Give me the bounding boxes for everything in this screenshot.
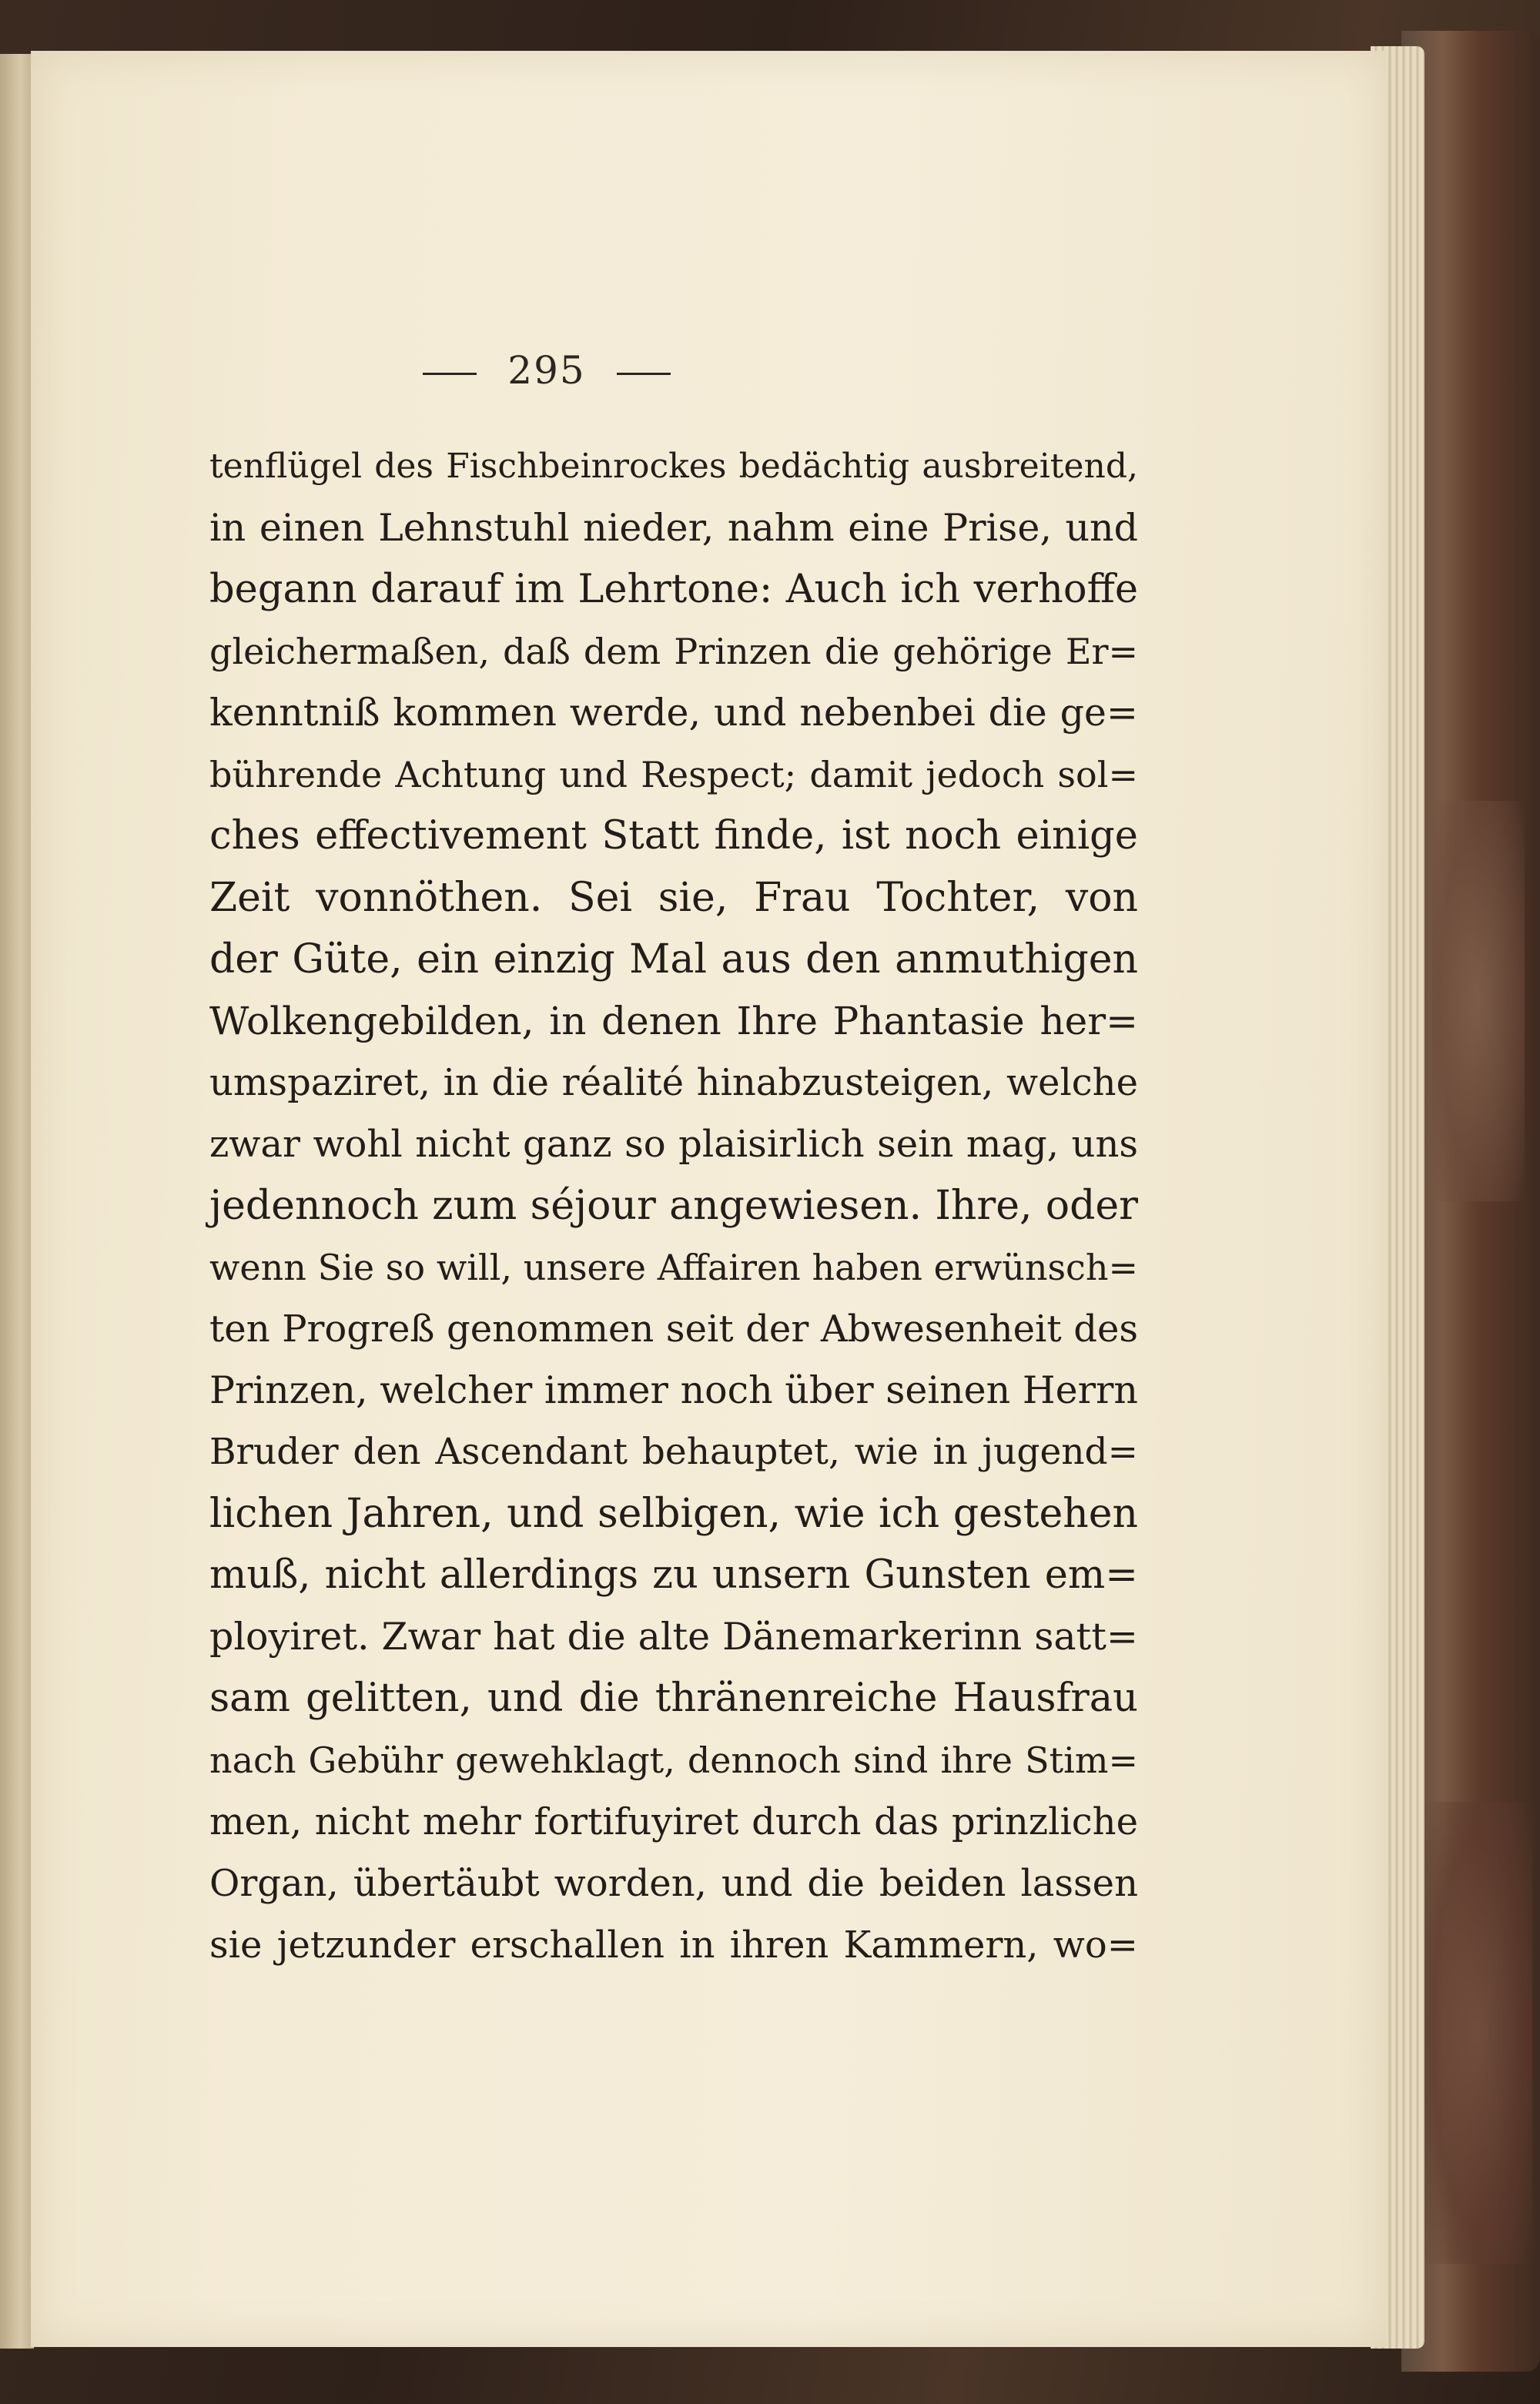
cover-wear-spot — [1424, 1802, 1532, 2264]
text-line: Organ, übertäubt worden, und die beiden lassen — [209, 1862, 1138, 1905]
text-line: jedennoch zum séjour angewiesen. Ihre, oder — [209, 1183, 1138, 1229]
text-line: Prinzen, welcher immer noch über seinen Herrn — [209, 1368, 1138, 1412]
text-line: kenntniß kommen werde, und nebenbei die ge= — [209, 691, 1138, 735]
text-line: men, nicht mehr fortifuyiret durch das prinzliche — [209, 1800, 1138, 1843]
body-text — [209, 436, 1138, 1976]
text-line: Bruder den Ascendant behauptet, wie in jugend= — [209, 1431, 1138, 1473]
text-line: Wolkengebilden, in denen Ihre Phantasie her= — [209, 999, 1138, 1043]
text-line: muß, nicht allerdings zu unsern Gunsten em= — [209, 1552, 1138, 1598]
text-line: lichen Jahren, und selbigen, wie ich gestehen — [209, 1491, 1138, 1537]
dash-right — [617, 373, 671, 375]
text-line: sie jetzunder erschallen in ihren Kammern, wo= — [209, 1924, 1138, 1967]
text-line: ten Progreß genommen seit der Abwesenheit des — [209, 1307, 1138, 1351]
text-line: ches effectivement Statt finde, ist noch einige — [209, 813, 1138, 859]
text-line: sam gelitten, und die thränenreiche Hausfrau — [209, 1676, 1138, 1721]
text-line: umspaziret, in die réalité hinabzusteigen, welche — [209, 1061, 1138, 1104]
dash-left — [423, 373, 477, 375]
text-line: bührende Achtung und Respect; damit jedoch sol= — [209, 754, 1138, 795]
text-line: Zeit vonnöthen. Sei sie, Frau Tochter, von — [209, 875, 1138, 921]
page-number-header — [0, 348, 1224, 393]
page-number: 295 — [507, 348, 586, 393]
text-line: wenn Sie so will, unsere Affairen haben erwünsch= — [209, 1247, 1138, 1288]
text-line: in einen Lehnstuhl nieder, nahm eine Prise, und — [209, 506, 1138, 550]
text-line: zwar wohl nicht ganz so plaisirlich sein mag, uns — [209, 1123, 1138, 1166]
text-line: nach Gebühr gewehklagt, dennoch sind ihre Stim= — [209, 1739, 1138, 1781]
text-line: gleichermaßen, daß dem Prinzen die gehörige Er= — [209, 631, 1138, 672]
text-line: ployiret. Zwar hat die alte Dänemarkerinn satt= — [209, 1615, 1138, 1659]
text-line: begann darauf im Lehrtone: Auch ich verhoffe — [209, 567, 1138, 612]
cover-wear-spot — [1432, 801, 1525, 1201]
book-page — [31, 51, 1386, 2347]
previous-page-edge — [0, 54, 34, 2349]
text-line: der Güte, ein einzig Mal aus den anmuthigen — [209, 936, 1138, 983]
text-line: tenflügel des Fischbeinrockes bedächtig ausbreitend, — [209, 447, 1138, 486]
